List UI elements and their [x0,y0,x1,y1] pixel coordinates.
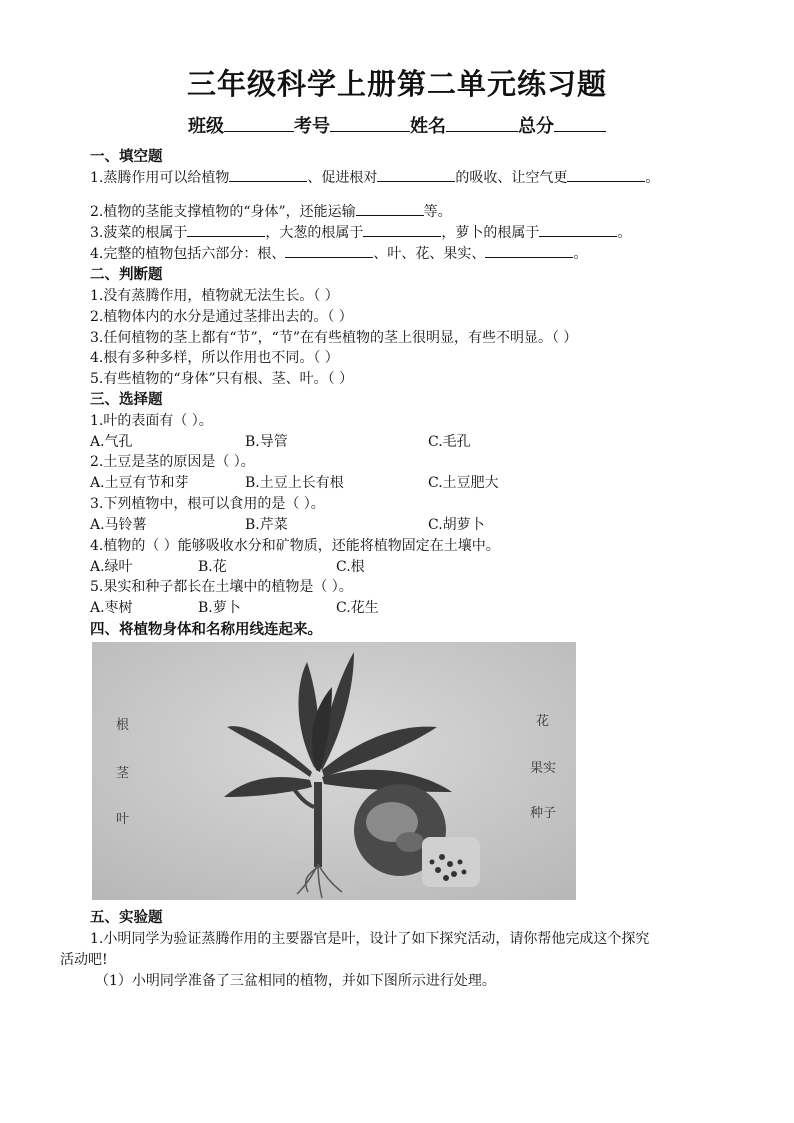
judge-question-2: 2.植物体内的水分是通过茎排出去的。（ ） [90,309,353,325]
q1-text-c: 的吸收、让空气更 [455,170,568,186]
choice-q2-option-c[interactable]: C.土豆肥大 [428,475,499,491]
name-blank[interactable] [446,115,518,132]
label-fruit[interactable]: 果实 [530,761,557,776]
choice-q4-option-b[interactable]: B.花 [198,559,227,575]
label-leaf[interactable]: 叶 [116,812,130,827]
q3-text-d: 。 [617,225,632,241]
q3-blank-2[interactable] [363,224,441,237]
q3-blank-3[interactable] [539,224,617,237]
section2-heading: 二、判断题 [90,267,163,283]
q1-blank-3[interactable] [567,169,645,182]
plant-matching-figure [92,642,576,900]
fill-question-3 [90,222,631,242]
section5-heading: 五、实验题 [90,910,163,926]
q3-blank-1[interactable] [187,224,265,237]
fill-question-4 [90,243,587,263]
q1-blank-1[interactable] [229,169,307,182]
choice-q1-option-b[interactable]: B.导管 [245,434,288,450]
q2-text-b: 等。 [423,204,452,220]
judge-question-5: 5.有些植物的“身体”只有根、茎、叶。（ ） [90,371,354,387]
plant-stem [314,782,322,867]
label-stem[interactable]: 茎 [116,766,130,781]
label-seed[interactable]: 种子 [530,806,557,821]
choice-q3-option-b[interactable]: B.芹菜 [245,517,288,533]
fill-question-2 [90,201,452,221]
choice-q5-option-a[interactable]: A.枣树 [90,600,133,616]
q4-blank-1[interactable] [285,245,373,258]
class-label: 班级 [188,116,224,137]
q3-text-a: 3.菠菜的根属于 [90,225,188,241]
q1-blank-2[interactable] [377,169,455,182]
q1-text-d: 。 [645,170,660,186]
choice-question-5: 5.果实和种子都长在土壤中的植物是（ ）。 [90,579,353,595]
q4-text-b: 、叶、花、果实、 [373,246,486,262]
experiment-paragraph-line2: 活动吧! [60,952,108,968]
q3-text-c: ，萝卜的根属于 [441,225,540,241]
exam-no-blank[interactable] [330,115,410,132]
experiment-paragraph-line3: （1）小明同学准备了三盆相同的植物，并如下图所示进行处理。 [95,973,496,989]
q2-blank-1[interactable] [356,203,424,216]
exam-no-label: 考号 [294,116,330,137]
judge-question-1: 1.没有蒸腾作用，植物就无法生长。（ ） [90,288,339,304]
choice-q2-option-a[interactable]: A.土豆有节和芽 [90,475,189,491]
q3-text-b: ，大葱的根属于 [265,225,364,241]
q1-text-a: 1.蒸腾作用可以给植物 [90,170,230,186]
plant-photo-illustration [92,642,576,900]
judge-question-3: 3.任何植物的茎上都有“节”，“节”在有些植物的茎上很明显，有些不明显。（ ） [90,330,578,346]
q4-text-c: 。 [573,246,588,262]
section3-heading: 三、选择题 [90,392,163,408]
section4-heading: 四、将植物身体和名称用线连起来。 [90,622,322,638]
choice-q1-option-a[interactable]: A.气孔 [90,434,133,450]
choice-q5-option-b[interactable]: B.萝卜 [198,600,241,616]
class-blank[interactable] [224,115,294,132]
choice-q1-option-c[interactable]: C.毛孔 [428,434,471,450]
choice-q4-option-c[interactable]: C.根 [336,559,365,575]
score-label: 总分 [518,116,554,137]
choice-q4-option-a[interactable]: A.绿叶 [90,559,133,575]
student-info-line [0,112,794,138]
q2-text-a: 2.植物的茎能支撑植物的“身体”，还能运输 [90,204,356,220]
label-flower[interactable]: 花 [536,714,550,729]
choice-question-4: 4.植物的（ ）能够吸收水分和矿物质，还能将植物固定在土壤中。 [90,538,500,554]
choice-q3-option-c[interactable]: C.胡萝卜 [428,517,485,533]
section1-heading: 一、填空题 [90,149,163,165]
choice-q5-option-c[interactable]: C.花生 [336,600,379,616]
choice-question-1: 1.叶的表面有（ ）。 [90,413,213,429]
judge-question-4: 4.根有多种多样，所以作用也不同。（ ） [90,350,339,366]
name-label: 姓名 [410,116,446,137]
experiment-paragraph-line1: 1.小明同学为验证蒸腾作用的主要器官是叶，设计了如下探究活动，请你帮他完成这个探究 [90,931,650,947]
q1-text-b: 、促进根对 [307,170,378,186]
fill-question-1 [90,167,659,187]
choice-question-2: 2.土豆是茎的原因是（ ）。 [90,454,255,470]
choice-q2-option-b[interactable]: B.土豆上长有根 [245,475,344,491]
score-blank[interactable] [554,115,606,132]
choice-q3-option-a[interactable]: A.马铃薯 [90,517,147,533]
label-root[interactable]: 根 [116,718,130,733]
choice-question-3: 3.下列植物中，根可以食用的是（ ）。 [90,496,325,512]
page-title: 三年级科学上册第二单元练习题 [186,67,607,101]
q4-text-a: 4.完整的植物包括六部分：根、 [90,246,286,262]
q4-blank-2[interactable] [485,245,573,258]
